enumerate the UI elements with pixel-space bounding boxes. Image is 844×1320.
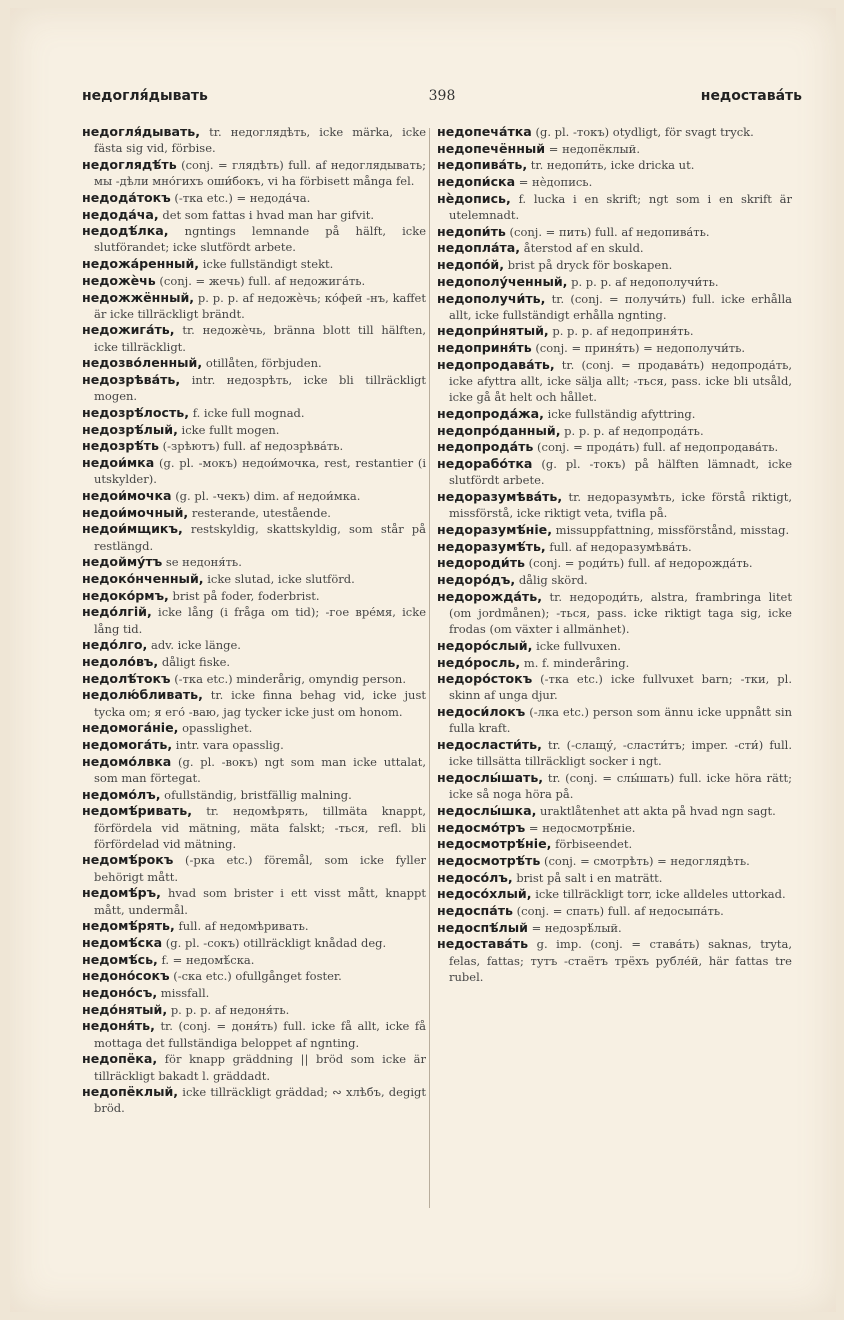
dictionary-entry [82, 488, 426, 504]
entry-definition: återstod af en skuld. [523, 241, 644, 256]
entry-headword: недоси́локъ [437, 704, 526, 720]
entry-headword: недослы́шать, [437, 769, 544, 785]
dictionary-entry [82, 405, 426, 421]
entry-definition: uraktlåtenhet att akta på hvad ngn sagt. [540, 803, 776, 818]
entry-headword: недоно́сокъ [82, 968, 170, 984]
dictionary-entry [82, 754, 426, 786]
dictionary-entry [437, 439, 792, 455]
dictionary-entry [437, 737, 792, 769]
dictionary-entry [82, 787, 426, 803]
entry-definition: intr. vara opasslig. [175, 738, 284, 753]
dictionary-entry [437, 886, 792, 902]
entry-headword: недосмо́тръ [437, 819, 526, 835]
dictionary-entry [437, 191, 792, 223]
entry-headword: недо́лгій, [82, 604, 152, 620]
dictionary-entry [437, 539, 792, 555]
entry-definition: (g. pl. -чекъ) dim. af недои́мка. [175, 488, 361, 503]
entry-definition: ngntings lemnande på hälft, icke slutförandet; icke slutfördt arbete. [94, 224, 427, 255]
dictionary-entry [82, 438, 426, 454]
entry-definition: icke tillräckligt torr, icke alldeles uttorkad. [535, 887, 786, 902]
dictionary-entry [437, 671, 792, 703]
entry-headword: недо́росль, [437, 654, 521, 670]
entry-headword: недопи́ть [437, 223, 506, 239]
entry-definition: (g. pl. -токъ) otydligt, för svagt tryck. [535, 125, 754, 139]
entry-headword: недода́ча, [82, 206, 159, 222]
dictionary-entry [82, 671, 426, 687]
entry-headword: недо́лго, [82, 637, 148, 653]
dictionary-entry [437, 406, 792, 422]
entry-headword: недороди́ть [437, 555, 525, 571]
dictionary-entry [437, 257, 792, 273]
dictionary-entry [437, 522, 792, 538]
dictionary-entry [82, 1018, 426, 1050]
dictionary-entry [82, 290, 426, 322]
dictionary-entry [82, 852, 426, 884]
entry-headword: недомѣ́ска [82, 934, 163, 950]
dictionary-entry [82, 322, 426, 354]
entry-definition: g. imp. (conj. = става́ть) saknas, tryta, felas, fattas; тутъ -стаётъ трёхъ рубле́й, här fattas tre rubel. [449, 937, 792, 984]
entry-definition: intr. недозрѣть, icke bli tillräckligt mogen. [94, 373, 426, 404]
entry-headword: недойму́тъ [82, 554, 163, 570]
dictionary-entry [82, 372, 426, 404]
dictionary-entry [82, 273, 426, 289]
page-header [82, 88, 802, 112]
entry-headword: недожжённый, [82, 289, 195, 305]
entry-definition: (g. pl. -токъ) på hälften lämnadt, icke slutfördt arbete. [449, 457, 792, 488]
entry-definition: restskyldig, skattskyldig, som står på restlängd. [94, 522, 426, 553]
entry-definition: tr. icke finna behag vid, icke just tycka om; я его́ -ваю, jag tycker icke just om honom. [94, 688, 426, 719]
entry-headword: недопрода́ть [437, 439, 534, 455]
entry-definition: full. af недоразумѣва́ть. [549, 539, 692, 554]
entry-definition: (-тка etc.) icke fullvuxet barn; -тки, pl. skinn af unga djur. [449, 672, 792, 703]
entry-definition: adv. icke länge. [150, 638, 241, 653]
dictionary-entry [82, 521, 426, 553]
entry-definition: resterande, utestående. [191, 505, 331, 520]
dictionary-entry [437, 870, 792, 886]
dictionary-entry [82, 505, 426, 521]
entry-headword: недопла́та, [437, 240, 521, 256]
entry-headword: недогля́дывать, [82, 124, 201, 139]
entry-definition: otillåten, förbjuden. [205, 356, 322, 371]
entry-headword: недомѣ́рокъ [82, 852, 174, 868]
entry-definition: tr. недороди́ть, alstra, frambringa litet (om jordmånen); -ться, pass. icke riktigt taga sig, icke frodas (om växter i allmänhet). [449, 589, 792, 637]
entry-headword: недоразумѣ́ніе, [437, 521, 553, 537]
entry-headword: недозрѣва́ть, [82, 372, 181, 388]
dictionary-entry [437, 770, 792, 802]
dictionary-entry [437, 704, 792, 736]
entry-definition: p. p. p. af недожѐчь; ко́фей -нъ, kaffet är icke tillräckligt brändt. [94, 290, 426, 321]
dictionary-entry [437, 141, 792, 157]
entry-headword: недолю́бливать, [82, 687, 203, 703]
dictionary-entry [82, 588, 426, 604]
entry-definition: icke fullt mogen. [181, 422, 280, 437]
entry-headword: недоня́ть, [82, 1018, 155, 1034]
column-divider [429, 128, 430, 1208]
dictionary-entry [437, 572, 792, 588]
dictionary-entry [82, 207, 426, 223]
entry-headword: недои́мщикъ, [82, 521, 183, 537]
entry-headword: недожѐчь [82, 272, 156, 288]
entry-definition: tr. (conj. = доня́ть) full. icke få allt, icke få mottaga det fullständiga beloppet af ngnting. [94, 1019, 427, 1050]
page-number: 398 [428, 88, 456, 104]
entry-definition: ofullständig, bristfällig malning. [164, 787, 352, 802]
entry-definition: icke tillräckligt gräddad; ∾ хлѣбъ, degigt bröd. [94, 1085, 427, 1116]
entry-headword: недополучи́ть, [437, 290, 546, 306]
entry-headword: недоглядѣ́ть [82, 156, 177, 172]
entry-definition: opasslighet. [182, 721, 253, 736]
entry-headword: недомо́лъ, [82, 786, 161, 802]
entry-headword: недоно́съ, [82, 985, 158, 1001]
entry-definition: icke fullständigt stekt. [202, 257, 334, 272]
entry-definition: f. icke full mognad. [192, 405, 305, 420]
entry-definition: dålig skörd. [518, 572, 588, 587]
entry-headword: недопеча́тка [437, 124, 532, 139]
entry-headword: недозрѣ́ть [82, 438, 159, 454]
dictionary-entry [437, 274, 792, 290]
entry-definition: (conj. = спать) full. af недосыпа́ть. [516, 904, 724, 919]
entry-definition: (conj. = жечь) full. af недожига́ть. [159, 273, 366, 288]
entry-definition: (-ска etc.) ofullgånget foster. [173, 969, 342, 984]
entry-headword: недоспа́ть [437, 903, 513, 919]
dictionary-entry [437, 589, 792, 638]
entry-definition: icke lång (i fråga om tid); -гое вре́мя, icke lång tid. [94, 605, 427, 636]
dictionary-entry [82, 985, 426, 1001]
entry-definition: (conj. = роди́ть) full. af недорожда́ть. [528, 556, 753, 571]
entry-headword: недопёклый, [82, 1084, 179, 1100]
entry-definition: se недоня́ть. [165, 555, 242, 570]
entry-definition: (conj. = пить) full. af недопива́ть. [509, 224, 710, 239]
dictionary-entry [82, 571, 426, 587]
entry-definition: hvad som brister i ett visst mått, knappt mått, undermål. [94, 886, 426, 917]
entry-headword: недожа́ренный, [82, 256, 200, 272]
dictionary-entry [437, 224, 792, 240]
entry-headword: недопива́ть, [437, 157, 528, 173]
entry-headword: недопри́нятый, [437, 323, 549, 339]
dictionary-entry [82, 1051, 426, 1083]
entry-definition: (-зрѣютъ) full. af недозрѣва́ть. [162, 439, 344, 454]
entry-definition: tr. (conj. = слы́шать) full. icke höra rätt; icke så noga höra på. [449, 770, 793, 802]
dictionary-entry [437, 291, 792, 323]
entry-headword: недопро́данный, [437, 422, 561, 438]
entry-headword: недосмотрѣ́ть [437, 852, 541, 868]
entry-definition: (g. pl. -сокъ) otillräckligt knådad deg. [165, 935, 387, 950]
entry-headword: недополу́ченный, [437, 273, 568, 289]
dictionary-entry [437, 323, 792, 339]
entry-headword: недопечённый [437, 140, 546, 156]
entry-definition: icke slutad, icke slutförd. [207, 571, 355, 586]
entry-definition: tr. недожѐчь, bränna blott till hälften, icke tillräckligt. [94, 323, 426, 354]
right-running-head: недостава́ть [700, 88, 802, 104]
entry-headword: недомѣ́ривать, [82, 803, 192, 819]
dictionary-entry [82, 803, 426, 852]
dictionary-entry [82, 885, 426, 917]
entry-definition: (-тка etc.) minderårig, omyndig person. [174, 671, 406, 686]
entry-headword: недои́мочный, [82, 504, 189, 520]
entry-headword: недорабо́тка [437, 456, 533, 472]
entry-definition: det som fattas i hvad man har gifvit. [162, 207, 375, 222]
entry-headword: недои́мка [82, 455, 155, 471]
entry-definition: p. p. p. af недопрода́ть. [564, 423, 704, 438]
dictionary-entry [437, 820, 792, 836]
dictionary-entry [437, 803, 792, 819]
entry-definition: = недозрѣ́лый. [531, 920, 622, 935]
dictionary-entry [82, 256, 426, 272]
dictionary-entry [82, 720, 426, 736]
dictionary-entry [437, 423, 792, 439]
entry-headword: недомога́ніе, [82, 720, 179, 736]
entry-headword: недосо́лъ, [437, 869, 513, 885]
dictionary-entry [82, 604, 426, 636]
entry-headword: недомога́ть, [82, 737, 173, 753]
entry-definition: = недосмотрѣ́ніе. [528, 820, 636, 835]
dictionary-entry [437, 357, 792, 406]
entry-definition: (conj. = глядѣть) full. af недоглядывать; мы -дѣли мно́гихъ оши́бокъ, vi ha förbisett många fel. [94, 157, 426, 189]
dictionary-entry [437, 903, 792, 919]
entry-definition: (g. pl. -мокъ) недои́мочка, rest, restantier (i utskylder). [94, 456, 427, 487]
entry-headword: недодѣ́лка, [82, 223, 169, 239]
entry-definition: f. = недомѣ́ска. [161, 952, 255, 967]
dictionary-entry [437, 555, 792, 571]
entry-definition: icke fullständig afyttring. [547, 406, 696, 421]
entry-definition: p. p. p. af недополучи́ть. [571, 274, 719, 289]
dictionary-entry [82, 355, 426, 371]
dictionary-entry [82, 1002, 426, 1018]
dictionary-entry [82, 124, 426, 156]
entry-definition: full. af недомѣривать. [178, 919, 309, 934]
entry-definition: brist på salt i en maträtt. [516, 870, 663, 885]
entry-definition: f. lucka i en skrift; ngt som i en skrift är utelemnadt. [449, 191, 792, 223]
entry-definition: (conj. = прода́ть) full. af недопродава́ть. [537, 440, 779, 455]
dictionary-entry [82, 968, 426, 984]
entry-headword: недостава́ть [437, 936, 529, 952]
dictionary-entry [82, 935, 426, 951]
entry-headword: недоро́слый, [437, 637, 533, 653]
left-column [82, 124, 426, 1117]
dictionary-entry [437, 157, 792, 173]
entry-definition: tr. (conj. = получи́ть) full. icke erhålla allt, icke fullständigt erhålla ngnting. [449, 291, 792, 322]
entry-definition: för knapp gräddning || bröd som icke är tillräckligt bakadt l. gräddadt. [94, 1052, 426, 1083]
dictionary-entry [437, 920, 792, 936]
dictionary-entry [82, 190, 426, 206]
dictionary-entry [82, 687, 426, 719]
entry-headword: недорожда́ть, [437, 588, 542, 604]
entry-definition: (conj. = смотрѣть) = недоглядѣть. [543, 853, 750, 868]
entry-headword: недолѣ́токъ [82, 670, 171, 686]
entry-headword: недоприня́ть [437, 340, 532, 356]
entry-headword: недопрода́жа, [437, 405, 544, 421]
entry-definition: = недопёклый. [548, 141, 640, 156]
entry-definition: p. p. p. af недоприня́ть. [552, 324, 694, 339]
entry-headword: недозво́ленный, [82, 355, 203, 371]
entry-definition: (-лка etc.) person som ännu icke uppnått sin fulla kraft. [449, 705, 792, 736]
entry-headword: недода́токъ [82, 189, 171, 205]
entry-headword: недоко́рмъ, [82, 587, 169, 603]
dictionary-entry [437, 456, 792, 488]
entry-headword: недоро́дъ, [437, 571, 516, 587]
entry-headword: недосласти́ть, [437, 737, 542, 753]
entry-definition: tr. недоглядѣть, icke märka, icke fästa sig vid, förbise. [94, 125, 427, 156]
entry-headword: недопродава́ть, [437, 356, 555, 372]
entry-definition: dåligt fiske. [161, 655, 231, 669]
entry-headword: недоспѣ́лый [437, 919, 528, 935]
entry-definition: tr. недоразумѣть, icke förstå riktigt, missförstå, icke riktigt veta, tvifla på. [449, 489, 792, 521]
dictionary-entry [437, 174, 792, 190]
entry-headword: недоро́стокъ [437, 671, 533, 687]
dictionary-entry [437, 124, 792, 140]
entry-definition: tr. недопи́ть, icke dricka ut. [530, 158, 695, 173]
dictionary-entry [82, 918, 426, 934]
entry-definition: p. p. p. af недоня́ть. [170, 1002, 290, 1017]
entry-definition: tr. (conj. = продава́ть) недопрода́ть, icke afyttra allt, icke sälja allt; -ться, pass. icke bli utsåld, icke gå åt helt och hållet. [449, 357, 792, 405]
dictionary-entry [82, 952, 426, 968]
dictionary-entry [437, 936, 792, 985]
dictionary-entry [82, 1084, 426, 1116]
dictionary-entry [82, 157, 426, 189]
dictionary-entry [82, 422, 426, 438]
dictionary-entry [82, 654, 426, 670]
entry-headword: недосмотрѣ́ніе, [437, 836, 552, 852]
entry-definition: (-тка etc.) = недода́ча. [174, 190, 311, 205]
entry-definition: missfall. [160, 986, 210, 1001]
entry-headword: недозрѣ́лость, [82, 404, 190, 420]
entry-headword: недоко́нченный, [82, 570, 204, 586]
dictionary-entry [437, 340, 792, 356]
right-column [437, 124, 792, 986]
dictionary-entry [437, 240, 792, 256]
entry-definition: (g. pl. -вокъ) ngt som man icke uttalat, som man förtegat. [94, 754, 427, 785]
entry-headword: недослы́шка, [437, 802, 537, 818]
entry-headword: недомѣ́рять, [82, 918, 175, 934]
entry-headword: нѐдопись, [437, 190, 511, 206]
entry-headword: недопо́й, [437, 257, 505, 273]
entry-headword: недомѣ́сь, [82, 951, 158, 967]
entry-headword: недоразумѣ́ть, [437, 538, 546, 554]
dictionary-entry [437, 489, 792, 521]
entry-definition: tr. недомѣрять, tillmäta knappt, förfördela vid mätning, mäta falskt; -ться, refl. bli förfördelad vid mätning. [94, 804, 426, 851]
entry-definition: brist på dryck för boskapen. [507, 258, 673, 273]
entry-headword: недосо́хлый, [437, 886, 532, 902]
entry-definition: m. f. minderåring. [523, 655, 630, 670]
dictionary-entry [82, 737, 426, 753]
dictionary-entry [437, 655, 792, 671]
entry-headword: недопи́ска [437, 174, 516, 190]
entry-definition: missuppfattning, missförstånd, misstag. [555, 522, 790, 537]
entry-definition: (conj. = приня́ть) = недополучи́ть. [535, 341, 746, 356]
entry-headword: недозрѣ́лый, [82, 421, 178, 437]
entry-headword: недожига́ть, [82, 322, 175, 338]
dictionary-entry [437, 836, 792, 852]
entry-headword: недоразумѣва́ть, [437, 488, 563, 504]
dictionary-entry [82, 554, 426, 570]
dictionary-entry [437, 638, 792, 654]
dictionary-entry [82, 637, 426, 653]
entry-headword: недопёка, [82, 1051, 158, 1067]
entry-definition: förbiseendet. [555, 837, 633, 852]
entry-definition: icke fullvuxen. [536, 638, 621, 653]
entry-headword: недо́нятый, [82, 1001, 168, 1017]
entry-headword: недомо́лвка [82, 753, 172, 769]
entry-definition: (-рка etc.) föremål, som icke fyller behörigt mått. [94, 853, 426, 884]
dictionary-entry [82, 223, 426, 255]
entry-definition: brist på foder, foderbrist. [172, 588, 320, 603]
left-running-head: недогля́дывать [82, 88, 208, 104]
dictionary-entry [437, 853, 792, 869]
entry-definition: tr. (-слащу́, -сласти́тъ; imper. -сти́) full. icke tillsätta tillräckligt socker i ngt. [449, 738, 792, 769]
entry-headword: недоло́въ, [82, 654, 159, 669]
entry-definition: = нѐдопись. [518, 175, 593, 190]
entry-headword: недомѣ́ръ, [82, 885, 161, 901]
dictionary-entry [82, 455, 426, 487]
entry-headword: недои́мочка [82, 487, 172, 503]
